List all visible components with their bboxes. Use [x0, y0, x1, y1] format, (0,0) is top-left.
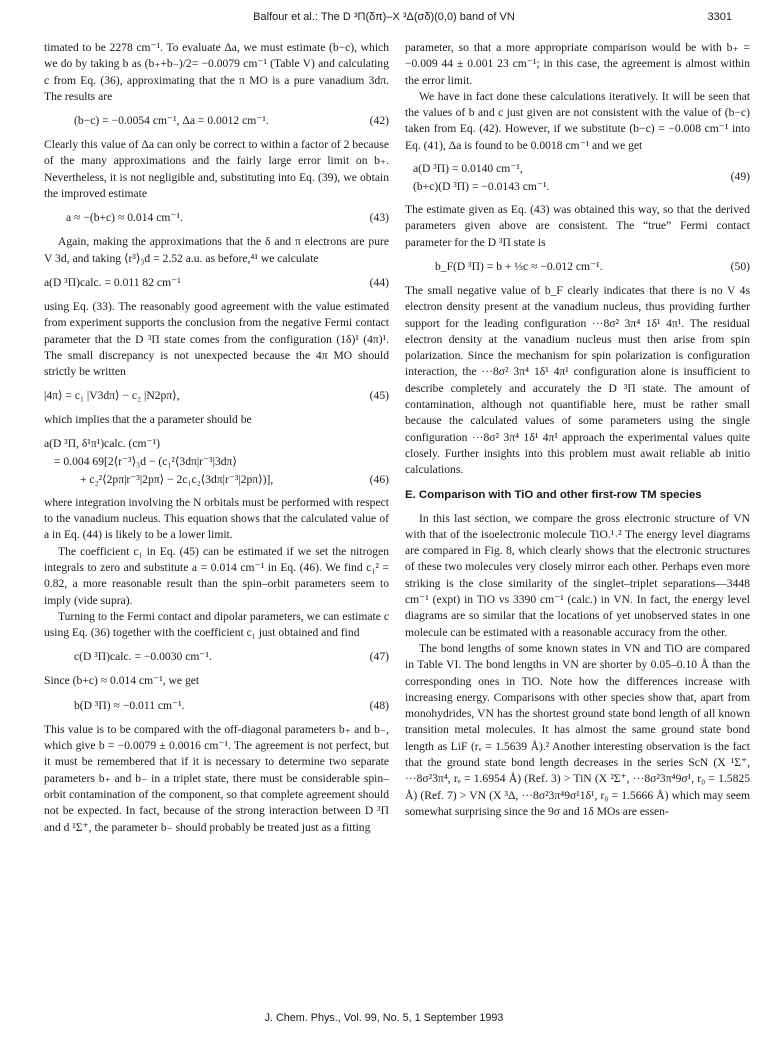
equation-number: (44) [369, 275, 389, 289]
equation-47 [44, 648, 389, 666]
paragraph: In this last section, we compare the gross electronic structure of VN with that of the isoelectronic molecule TiO.¹˒² The energy level diagrams are compared in Fig. 8, which clearly shows that the electronic structures of these two molecules very closely mirror each other. Perhaps even more striking is the close similarity of the singlet–triplet separations—3448 cm⁻¹ (expt) in TiO vs 3390 cm⁻¹ (calc.) in VN. In fact, the energy level diagrams are so similar that the locations of yet unobserved states in one molecule can be estimated with a reasonable accuracy from the other. [405, 511, 750, 639]
paragraph: timated to be 2278 cm⁻¹. To evaluate Δa, we must estimate (b−c), which we do by taking b as (b₊+b₋)/2= −0.0079 cm⁻¹ (Table V) and calculating c from Eq. (36), approximating that the π MO is a pure vanadium 3dπ. The results are [44, 41, 389, 103]
paragraph: The coefficient c₁ in Eq. (45) can be estimated if we set the nitrogen integrals to zero and substitute a = 0.014 cm⁻¹ in Eq. (46). We find c₁² = 0.82, a more reasonable result than the spin–orbit parameters seem to imply (vide supra). [44, 544, 389, 607]
equation-body: b(D ³Π) ≈ −0.011 cm⁻¹. [74, 698, 185, 712]
equation-line: + c₂²⟨2pπ|r⁻³|2pπ⟩ − 2c₁c₂⟨3dπ|r⁻³|2pπ⟩)], [80, 472, 274, 486]
journal-footer: J. Chem. Phys., Vol. 99, No. 5, 1 September 1993 [264, 1012, 504, 1024]
equation-number: (42) [369, 114, 389, 128]
paragraph: Since (b+c) ≈ 0.014 cm⁻¹, we get [44, 674, 200, 688]
equation-line: a(D ³Π) = 0.0140 cm⁻¹, [413, 162, 523, 176]
equation-body: c(D ³Π)calc. = −0.0030 cm⁻¹. [74, 650, 212, 664]
equation-43 [44, 209, 389, 227]
equation-body: a ≈ −(b+c) ≈ 0.014 cm⁻¹. [66, 211, 183, 225]
equation-line: a(D ³Π, δ¹π¹)calc. (cm⁻¹) [44, 436, 160, 450]
equation-number: (43) [369, 211, 389, 225]
section-heading: E. Comparison with TiO and other first-row TM species [405, 488, 702, 501]
paragraph: The estimate given as Eq. (43) was obtained this way, so that the derived parameters given above are consistent. The “true” Fermi contact parameter for the D ³Π state is [405, 203, 750, 249]
paragraph: This value is to be compared with the off-diagonal parameters b₊ and b₋, which give b = −0.0079 ± 0.0016 cm⁻¹. The agreement is not perfect, but it must be remembered that if it is necessary to determine two separate parameters b₊ and b₋ in a triplet state, there must be considerable spin–orbit contamination of the component, so that complete agreement should not be expected. In fact, because of the strong interaction between D ³Π and d ¹Σ⁺, the parameter b₋ should probably be treated just as a fitting [44, 722, 389, 834]
equation-44 [44, 274, 389, 292]
equation-50 [405, 258, 750, 276]
paragraph: where integration involving the N orbitals must be performed with respect to the vanadium nucleus. This equation shows that the calculated value of a in Eq. (44) is likely to be a lower limit. [44, 495, 389, 542]
equation-number: (46) [369, 473, 389, 487]
running-title: Balfour et al.: The D ³Π(δπ)–X ³Δ(σδ)(0,0) band of VN [253, 11, 515, 23]
equation-46 [44, 435, 389, 489]
equation-42 [44, 112, 389, 130]
page-number: 3301 [707, 11, 732, 23]
equation-body: a(D ³Π)calc. = 0.011 82 cm⁻¹ [44, 275, 181, 289]
equation-number: (47) [369, 650, 389, 664]
running-header [0, 9, 768, 27]
equation-number: (50) [730, 259, 750, 273]
equation-line: (b+c)(D ³Π) = −0.0143 cm⁻¹. [413, 180, 550, 194]
paragraph: The small negative value of b_F clearly indicates that there is no V 4s electron density present at the vanadium nucleus, thus providing further support for the leading configuration ···8σ² 3π⁴ 1δ¹ 4π¹. The residual electron density at the vanadium nucleus must then arise from spin polarization. Since the mechanism for spin polarization is configuration interaction, the ···8σ² 3π⁴ 1δ¹ 4π¹ configuration alone is insufficient to describe completely and accurately the D ³Π state. The amount of contamination, although not quantifiable here, must be rather small because the calculated values of some parameters using the single configuration ···8σ² 3π⁴ 1δ¹ 4π¹ approach the experimental values quite closely. Further insights into this problem must await reliable ab initio calculations. [405, 283, 750, 477]
equation-body: |4π⟩ = c₁ |V3dπ⟩ − c₂ |N2pπ⟩, [44, 389, 180, 403]
equation-number: (48) [369, 698, 389, 712]
paragraph: Again, making the approximations that the δ and π electrons are pure V 3d, and taking ⟨r³⟩₃d = 2.52 a.u. as before,⁴¹ we calculate [44, 235, 389, 265]
paragraph: Clearly this value of Δa can only be correct to within a factor of 2 because of the many approximations and the fairly large error limit on b₊. Nevertheless, it is not negligible and, substituting into Eq. (39), we obtain the improved estimate [44, 138, 389, 201]
left-column [44, 40, 389, 836]
equation-49 [405, 160, 750, 196]
paragraph: The bond lengths of some known states in VN and TiO are compared in Table VI. The bond lengths in VN are shorter by 0.05–0.10 Å than the corresponding ones in TiO. Note how the differences increase with increasing energy. Comparisons with other species show that, apart from monohydrides, VN has the shortest ground state bond length of all known transition metal molecules. It has almost the same ground state bond length as LiF (rₑ = 1.5639 Å).² Another interesting observation is the fact that the ground state bond length decreases in the series ScN (X ¹Σ⁺, ···8σ²3π⁴, rₑ = 1.6954 Å) (Ref. 3) > TiN (X ²Σ⁺, ···8σ²3π⁴9σ¹, r₀ = 1.5825 Å) (Ref. 7) > VN (X ³Δ, ···8σ²3π⁴9σ¹1δ¹, r₀ = 1.5666 Å) which may seem somewhat surprising since the 9σ and 1δ MOs are essen- [405, 641, 750, 818]
equation-48 [44, 697, 389, 715]
right-column [405, 40, 750, 820]
paragraph: using Eq. (33). The reasonably good agreement with the value estimated from experiment supports the conclusion from the negative Fermi contact parameter that the D ³Π state comes from the configuration (1δ)¹ (4π)¹. The small discrepancy is not unexpected because the 4π MO should strictly be written [44, 299, 389, 379]
paragraph: Turning to the Fermi contact and dipolar parameters, we can estimate c using Eq. (36) together with the coefficient c₁ just obtained and find [44, 609, 389, 640]
equation-line: = 0.004 69[2⟨r⁻³⟩₃d − (c₁²⟨3dπ|r⁻³|3dπ⟩ [54, 454, 237, 468]
equation-body: b_F(D ³Π) = b + ⅓c ≈ −0.012 cm⁻¹. [435, 259, 603, 273]
equation-number: (45) [369, 389, 389, 403]
equation-body: (b−c) = −0.0054 cm⁻¹, Δa = 0.0012 cm⁻¹. [74, 114, 269, 128]
paragraph: which implies that the a parameter should be [44, 413, 252, 427]
equation-45 [44, 387, 389, 405]
paragraph: We have in fact done these calculations iteratively. It will be seen that the values of b and c just given are not consistent with the value of (b−c) taken from Eq. (42). However, if we substitute (b−c) = −0.008 cm⁻¹ into Eq. (41), Δa is found to be 0.0018 cm⁻¹ and we get [405, 89, 750, 152]
equation-number: (49) [730, 170, 750, 184]
paragraph: parameter, so that a more appropriate comparison would be with b₊ = −0.009 44 ± 0.001 23 cm⁻¹; in this case, the agreement is almost within the error limit. [405, 41, 750, 87]
